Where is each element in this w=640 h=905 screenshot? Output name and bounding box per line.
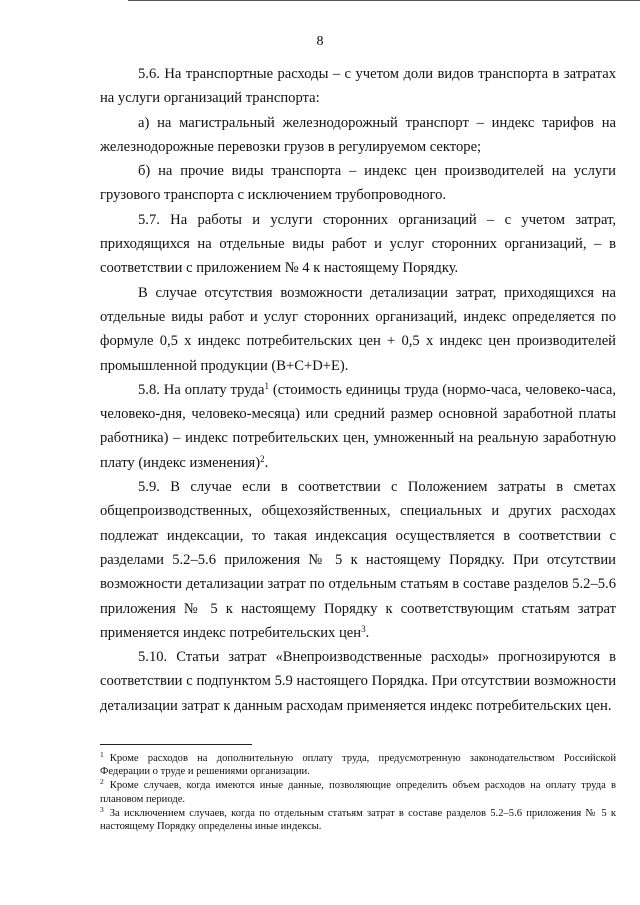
paragraph-5-6-b: б) на прочие виды транспорта – индекс цен производителей на услуги грузового транспорта с исключением трубопроводного. <box>100 163 616 204</box>
paragraph-5-10: 5.10. Статьи затрат «Внепроизводственные расходы» прогнозируются в соответствии с подпунктом 5.9 настоящего Порядка. При отсутствии возможности детализации затрат к данным расходам применяется индекс потребительских цен. <box>100 649 616 714</box>
footnote-separator <box>100 744 252 745</box>
paragraph-5-7: 5.7. На работы и услуги сторонних организаций – с учетом затрат, приходящихся на отдельные виды работ и услуг сторонних организаций, – в соответствии с приложением № 4 к настоящему Порядку. <box>100 211 616 277</box>
footnote-mark: 3 <box>100 804 104 814</box>
footnote-ref-2[interactable]: 2 <box>260 453 265 464</box>
footnotes <box>100 752 616 834</box>
paragraph-5-6: 5.6. На транспортные расходы – с учетом доли видов транспорта в затратах на услуги организаций транспорта: <box>100 66 616 107</box>
footnote-ref-3[interactable]: 3 <box>361 623 366 634</box>
paragraph-5-7-formula: В случае отсутствия возможности детализации затрат, приходящихся на отдельные виды работ и услуг сторонних организаций, индекс определяется по формуле 0,5 х индекс потребительских цен + 0,5 х индекс цен производителей промышленной продукции (B+C+D+E). <box>100 284 616 374</box>
page-number: 8 <box>316 34 324 49</box>
document-body <box>100 62 616 718</box>
paragraph-5-6-a: а) на магистральный железнодорожный транспорт – индекс тарифов на железнодорожные перевозки грузов в регулируемом секторе; <box>100 114 616 155</box>
footnote-ref-1[interactable]: 1 <box>264 380 269 391</box>
paragraph-5-8: 5.8. На оплату труда$^1$ (стоимость единицы труда (нормо-часа, человеко-часа, человеко-дня, человеко-месяца) или средний размер основной заработной платы работника) – индекс потребительских цен, умноженный на реальную заработную плату (индекс изменения)$^2$. <box>100 380 616 471</box>
footnote-mark: 2 <box>100 777 104 787</box>
paragraph-5-9: 5.9. В случае если в соответствии с Положением затраты в сметах общепроизводственных, общехозяйственных, специальных и других расходах подлежат индексации, то такая индексация осуществляется в соответствии с разделами 5.2–5.6 приложения № 5 к настоящему Порядку. При отсутствии возможности детализации затрат по отдельным статьям в составе разделов 5.2–5.6 приложения № 5 к настоящему Порядку к соответствующим статьям затрат применяется индекс потребительских цен$^3$. <box>100 479 616 641</box>
footnote-3: $^3$ За исключением случаев, когда по отдельным статьям затрат в составе разделов 5.2–5.6 приложения № 5 к настоящему Порядку определены иные индексы. <box>100 804 616 833</box>
footnote-1: $^1$ Кроме расходов на дополнительную оплату труда, предусмотренную законодательством Российской Федерации о труде и решениями организации. <box>100 750 616 778</box>
scan-top-edge <box>128 0 640 1</box>
footnote-2: $^2$ Кроме случаев, когда имеются иные данные, позволяющие определить объем расходов на оплату труда в плановом периоде. <box>100 777 616 805</box>
footnote-mark: 1 <box>100 750 104 759</box>
